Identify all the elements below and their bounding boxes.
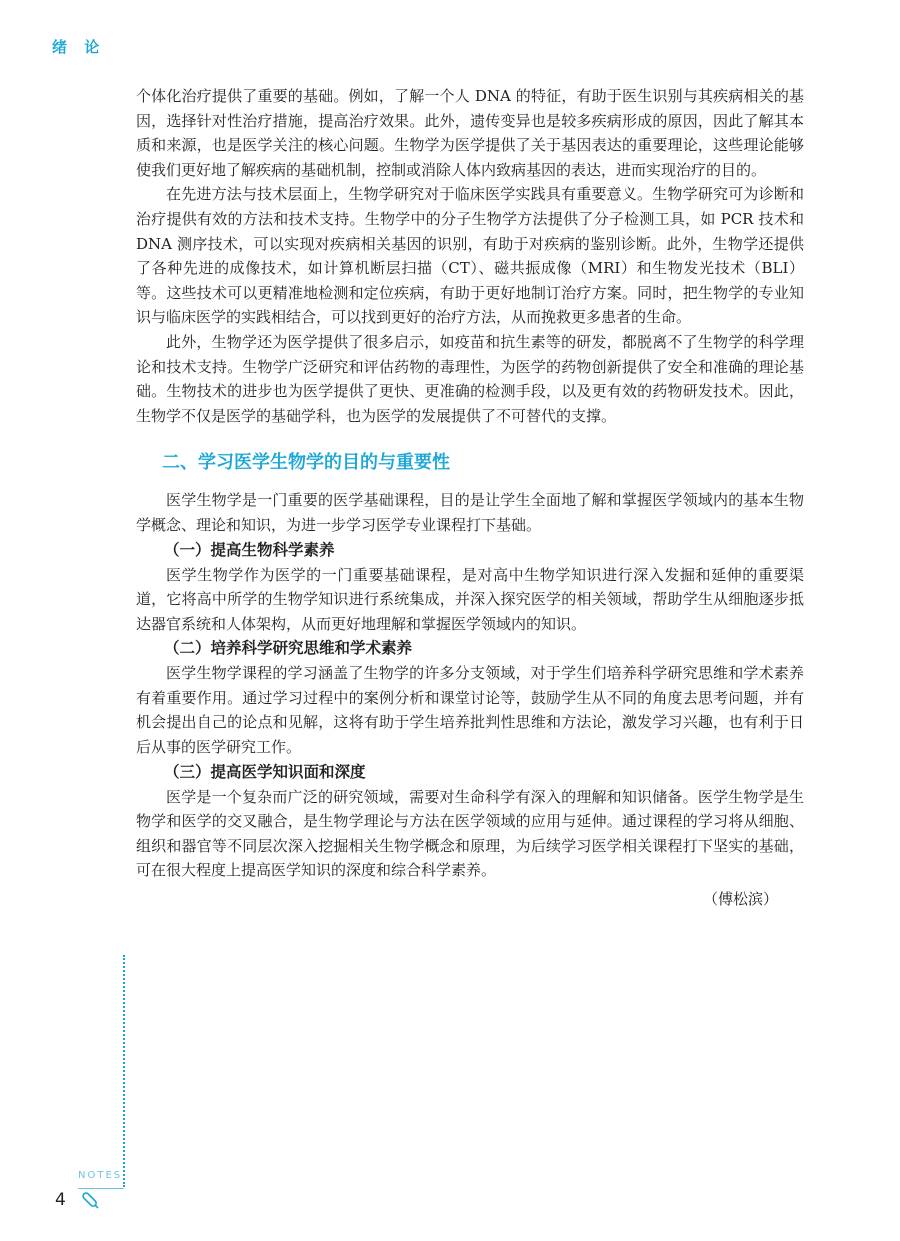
notes-rule: [78, 1188, 124, 1189]
paragraph: 在先进方法与技术层面上，生物学研究对于临床医学实践具有重要意义。生物学研究可为诊断和治疗提供有效的方法和技术支持。生物学中的分子生物学方法提供了分子检测工具，如 PCR 技术和 DNA 测序技术，可以实现对疾病相关基因的识别，有助于对疾病的鉴别诊断。此外，生物学还提供了各种先进的成像技术，如计算机断层扫描（CT）、磁共振成像（MRI）和生物发光技术（BLI）等。这些技术可以更精准地检测和定位疾病，有助于更好地制订治疗方案。同时，把生物学的专业知识与临床医学的实践相结合，可以找到更好的治疗方法，从而挽救更多患者的生命。: [136, 185, 804, 327]
page-number: 4: [55, 1190, 66, 1210]
notes-margin-line: [123, 955, 125, 1187]
paragraph: 医学生物学课程的学习涵盖了生物学的许多分支领域，对于学生们培养科学研究思维和学术素养有着重要作用。通过学习过程中的案例分析和课堂讨论等，鼓励学生从不同的角度去思考问题，并有机会提出自己的论点和见解，这将有助于学生培养批判性思维和方法论，激发学习兴趣，也有利于日后从事的医学研究工作。: [136, 664, 804, 757]
chapter-header: 绪 论: [52, 38, 106, 56]
subsection-heading: （三）提高医学知识面和深度: [164, 762, 366, 781]
page-content: [136, 84, 804, 912]
author-signature: （傅松滨）: [702, 890, 778, 909]
paragraph: 此外，生物学还为医学提供了很多启示，如疫苗和抗生素等的研发，都脱离不了生物学的科学理论和技术支持。生物学广泛研究和评估药物的毒理性，为医学的药物创新提供了安全和准确的理论基础。生物技术的进步也为医学提供了更快、更准确的检测手段，以及更有效的药物研发技术。因此，生物学不仅是医学的基础学科，也为医学的发展提供了不可替代的支撑。: [136, 332, 804, 425]
paragraph: 医学生物学作为医学的一门重要基础课程，是对高中生物学知识进行深入发掘和延伸的重要渠道，它将高中所学的生物学知识进行系统集成，并深入探究医学的相关领域，帮助学生从细胞逐步抵达器官系统和人体架构，从而更好地理解和掌握医学领域内的知识。: [136, 565, 804, 633]
section-heading: 二、学习医学生物学的目的与重要性: [162, 452, 450, 474]
paragraph: 个体化治疗提供了重要的基础。例如，了解一个人 DNA 的特征，有助于医生识别与其疾病相关的基因，选择针对性治疗措施，提高治疗效果。此外，遗传变异也是较多疾病形成的原因，因此了解其本质和来源，也是医学关注的核心问题。生物学为医学提供了关于基因表达的重要理论，这些理论能够使我们更好地了解疾病的基础机制，控制或消除人体内致病基因的表达，进而实现治疗的目的。: [136, 87, 804, 179]
subsection-heading: （一）提高生物科学素养: [164, 540, 335, 559]
pen-icon: [80, 1190, 102, 1212]
subsection-heading: （二）培养科学研究思维和学术素养: [164, 639, 413, 658]
paragraph: 医学生物学是一门重要的医学基础课程，目的是让学生全面地了解和掌握医学领域内的基本生物学概念、理论和知识，为进一步学习医学专业课程打下基础。: [136, 491, 804, 534]
paragraph: 医学是一个复杂而广泛的研究领域，需要对生命科学有深入的理解和知识储备。医学生物学是生物学和医学的交叉融合，是生物学理论与方法在医学领域的应用与延伸。通过课程的学习将从细胞、组织和器官等不同层次深入挖掘相关生物学概念和原理，为后续学习医学相关课程打下坚实的基础，可在很大程度上提高医学知识的深度和综合科学素养。: [136, 787, 804, 880]
notes-label: NOTES: [78, 1170, 123, 1181]
